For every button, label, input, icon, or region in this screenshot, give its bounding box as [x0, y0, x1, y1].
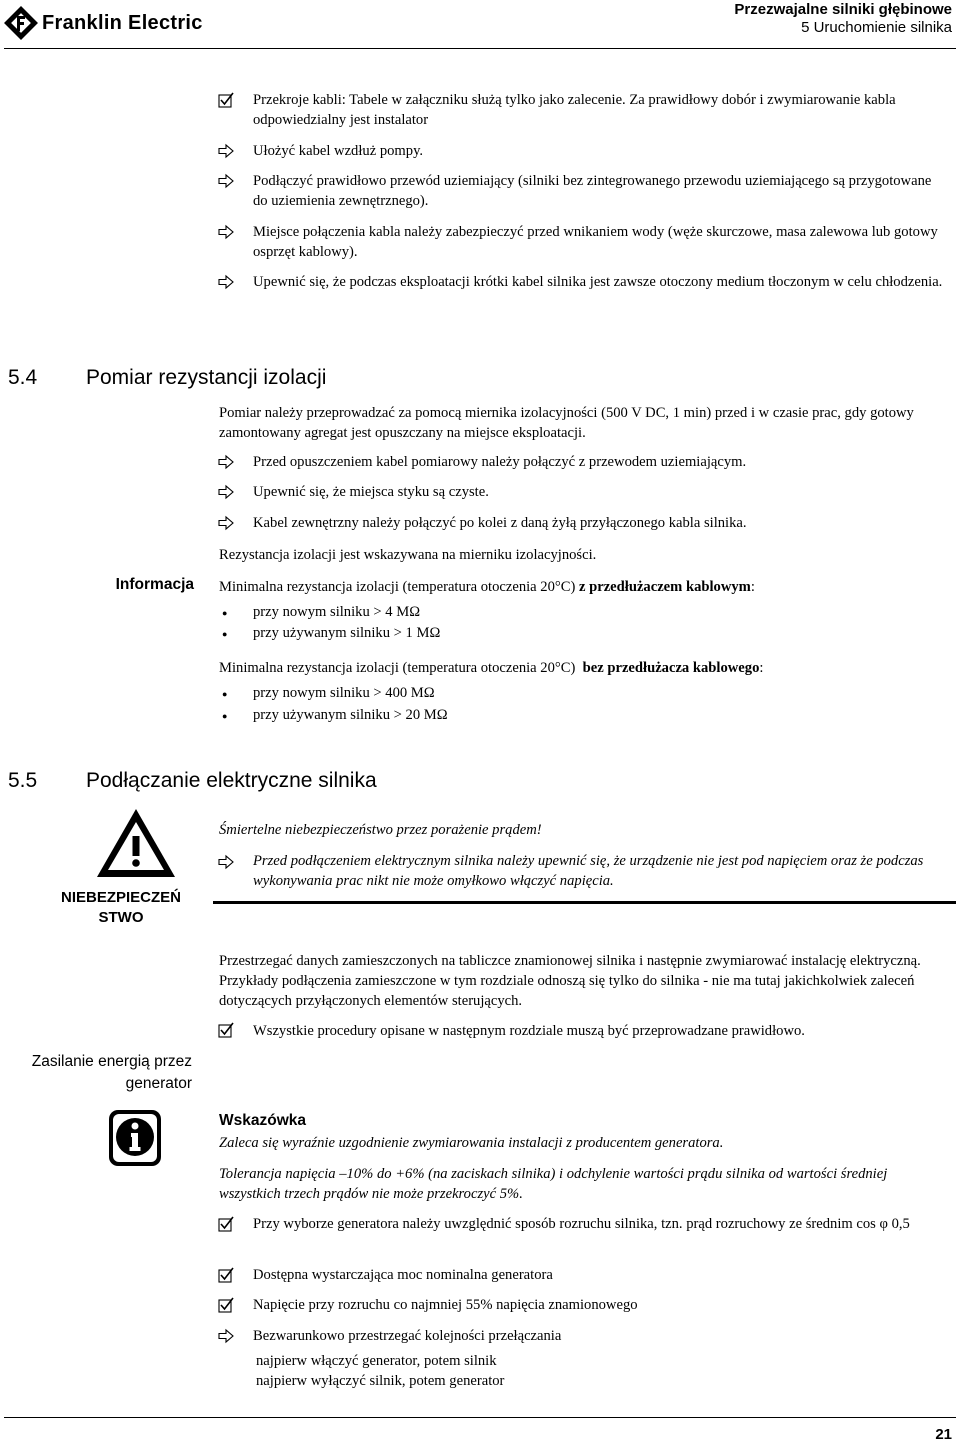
- checkbox-icon: [218, 1022, 234, 1038]
- arrow-icon: [218, 484, 234, 500]
- arrow-icon: [218, 173, 234, 189]
- sequence-step: najpierw włączyć generator, potem silnik: [256, 1353, 497, 1369]
- without-ext-prefix: Minimalna rezystancja izolacji (temperatura otoczenia 20°C): [219, 660, 583, 676]
- header-title: Przezwajalne silniki głębinowe: [734, 1, 952, 18]
- list-item: Przekroje kabli: Tabele w załączniku służą tylko jako zalecenie. Za prawidłowy dobór i zwymiarowanie kabla odpowiedzialny jest instalator: [253, 92, 896, 128]
- bullet-icon: ●: [222, 629, 228, 639]
- arrow-icon: [218, 143, 234, 159]
- brand-logo: [4, 4, 203, 42]
- list-item: Upewnić się, że podczas eksploatacji krótki kabel silnika jest zawsze otoczony medium tłoczonym w celu chłodzenia.: [253, 274, 943, 290]
- danger-label: NIEBEZPIECZEŃ STWO: [60, 889, 181, 926]
- brand-name: Franklin Electric: [42, 11, 203, 34]
- header-subtitle: 5 Uruchomienie silnika: [801, 19, 952, 36]
- bullet-item: przy używanym silniku > 1 MΩ: [253, 625, 441, 641]
- list-item: Podłączyć prawidłowo przewód uziemiający (silniki bez zintegrowanego przewodu uziemiającego są przygotowane do uziemienia zewnętrznego).: [253, 173, 932, 209]
- danger-rule: [213, 901, 956, 904]
- hint-title: Wskazówka: [219, 1112, 307, 1129]
- with-ext-prefix: Minimalna rezystancja izolacji (temperatura otoczenia 20°C): [219, 579, 579, 595]
- franklin-logo-icon: [4, 6, 38, 40]
- list-item: Przy wyborze generatora należy uwzględnić sposób rozruchu silnika, tzn. prąd rozruchowy ze średnim cos φ 0,5: [253, 1216, 910, 1232]
- bullet-icon: ●: [222, 608, 228, 618]
- section-heading-5-5: [8, 769, 377, 793]
- section-heading-5-4: [8, 366, 326, 390]
- bullet-item: przy używanym silniku > 20 MΩ: [253, 707, 448, 723]
- danger-title: Śmiertelne niebezpieczeństwo przez porażenie prądem!: [219, 822, 542, 838]
- bullet-icon: ●: [222, 689, 228, 699]
- header-rule: [4, 48, 956, 49]
- insulation-note: Rezystancja izolacji jest wskazywana na mierniku izolacyjności.: [219, 547, 597, 563]
- hint-text-2: Tolerancja napięcia –10% do +6% (na zaciskach silnika) i odchylenie wartości prądu silnika od wartości średniej wszystkich trzech prądów nie może przekroczyć 5%.: [219, 1166, 888, 1202]
- list-item: Przed opuszczeniem kabel pomiarowy należy połączyć z przewodem uziemiającym.: [253, 454, 747, 470]
- danger-text: Przed podłączeniem elektrycznym silnika należy upewnić się, że urządzenie nie jest pod napięciem oraz że podczas wykonywania prac nikt nie może omyłkowo włączyć napięcia.: [253, 853, 924, 889]
- page-number: 21: [935, 1426, 952, 1443]
- checkbox-icon: [218, 1297, 234, 1313]
- footer-rule: [4, 1417, 956, 1418]
- list-item: Upewnić się, że miejsca styku są czyste.: [253, 484, 489, 500]
- info-icon: [108, 1109, 162, 1167]
- section-number: 5.4: [8, 366, 38, 389]
- bullet-item: przy nowym silniku > 400 MΩ: [253, 685, 435, 701]
- arrow-icon: [218, 1328, 234, 1344]
- section-title: Pomiar rezystancji izolacji: [86, 366, 327, 389]
- list-item: Bezwarunkowo przestrzegać kolejności przełączania: [253, 1328, 562, 1344]
- section-number: 5.5: [8, 769, 38, 792]
- arrow-icon: [218, 454, 234, 470]
- section-title: Podłączanie elektryczne silnika: [86, 769, 377, 792]
- bullet-item: przy nowym silniku > 4 MΩ: [253, 604, 421, 620]
- warning-triangle-icon: [94, 806, 178, 880]
- min-resistance-without-ext: [219, 658, 949, 678]
- list-item: Dostępna wystarczająca moc nominalna generatora: [253, 1267, 553, 1283]
- info-label: Informacja: [115, 576, 194, 593]
- arrow-icon: [218, 515, 234, 531]
- arrow-icon: [218, 854, 234, 870]
- bullet-icon: ●: [222, 711, 228, 721]
- list-item: Miejsce połączenia kabla należy zabezpieczyć przed wnikaniem wody (węże skurczowe, masa zalewowa lub gotowy osprzęt kablowy).: [253, 224, 938, 260]
- checkbox-icon: [218, 1216, 234, 1232]
- checkbox-icon: [218, 92, 234, 108]
- hint-text-1: Zaleca się wyraźnie uzgodnienie zwymiarowania instalacji z producentem generatora.: [219, 1135, 724, 1151]
- checkbox-icon: [218, 1267, 234, 1283]
- arrow-icon: [218, 224, 234, 240]
- with-ext-suffix: :: [750, 579, 755, 595]
- with-ext-bold: z przedłużaczem kablowym: [578, 579, 751, 595]
- without-ext-bold: bez przedłużacza kablowego: [582, 660, 760, 676]
- without-ext-suffix: :: [759, 660, 764, 676]
- list-item: Ułożyć kabel wzdłuż pompy.: [253, 143, 424, 159]
- sequence-step: najpierw wyłączyć silnik, potem generator: [256, 1373, 505, 1389]
- electrical-para: Przestrzegać danych zamieszczonych na tabliczce znamionowej silnika i następnie zwymiarować instalację elektryczną. Przykłady podłączenia zamieszczone w tym rozdziale odnoszą się tylko do silnika - nie ma tutaj jakichkolwiek zaleceń dotyczących przyłączonych elementów sterujących.: [219, 953, 921, 1009]
- generator-label: Zasilanie energią przez generator: [31, 1053, 192, 1092]
- insulation-intro: Pomiar należy przeprowadzać za pomocą miernika izolacyjności (500 V DC, 1 min) przed i w czasie prac, gdy gotowy zamontowany agregat jest opuszczany na miejsce eksploatacji.: [219, 405, 914, 441]
- min-resistance-with-ext: [219, 577, 949, 597]
- list-item: Kabel zewnętrzny należy połączyć po kolei z daną żyłą przyłączonego kabla silnika.: [253, 515, 747, 531]
- list-item: Napięcie przy rozruchu co najmniej 55% napięcia znamionowego: [253, 1297, 638, 1313]
- procedure-check: Wszystkie procedury opisane w następnym rozdziale muszą być przeprowadzane prawidłowo.: [253, 1023, 805, 1039]
- arrow-icon: [218, 274, 234, 290]
